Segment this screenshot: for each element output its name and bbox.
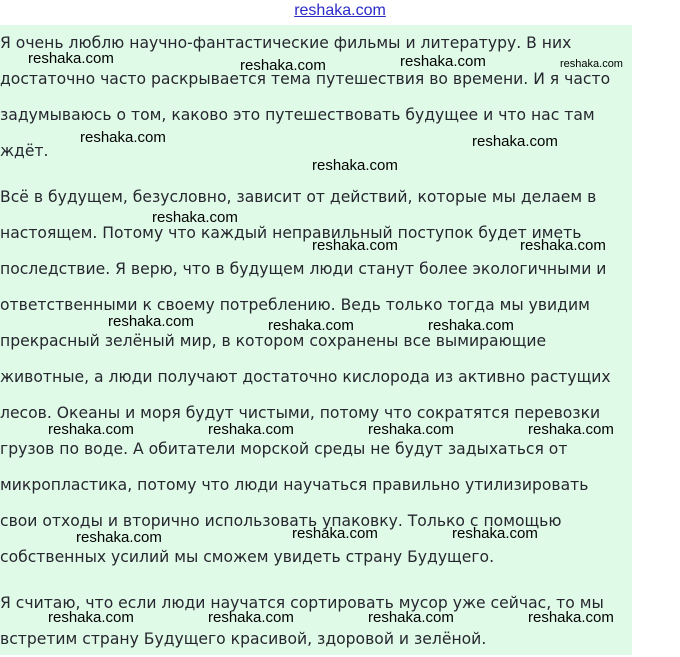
text-line: ответственными к своему потреблению. Ведь только тогда мы увидим bbox=[0, 296, 590, 314]
text-line: ждёт. bbox=[0, 142, 49, 160]
watermark: reshaka.com bbox=[312, 237, 398, 254]
text-line: Я очень люблю научно-фантастические фильмы и литературу. В них bbox=[0, 34, 572, 52]
watermark: reshaka.com bbox=[528, 421, 614, 438]
text-line: животные, а люди получают достаточно кислорода из активно растущих bbox=[0, 368, 611, 386]
text-line: собственных усилий мы сможем увидеть страну Будущего. bbox=[0, 548, 495, 566]
text-line: задумываюсь о том, каково это путешествовать будущее и что нас там bbox=[0, 106, 595, 124]
watermark: reshaka.com bbox=[208, 421, 294, 438]
watermark: reshaka.com bbox=[528, 609, 614, 626]
watermark: reshaka.com bbox=[520, 237, 606, 254]
watermark: reshaka.com bbox=[268, 317, 354, 334]
text-line: Всё в будущем, безусловно, зависит от действий, которые мы делаем в bbox=[0, 188, 597, 206]
watermark: reshaka.com bbox=[240, 57, 326, 74]
site-link[interactable]: reshaka.com bbox=[294, 2, 386, 19]
watermark: reshaka.com bbox=[400, 53, 486, 70]
watermark: reshaka.com bbox=[152, 209, 238, 226]
site-header bbox=[0, 0, 680, 26]
text-line: свои отходы и вторично использовать упаковку. Только с помощью bbox=[0, 512, 562, 530]
watermark: reshaka.com bbox=[368, 421, 454, 438]
essay-page bbox=[0, 25, 632, 655]
watermark: reshaka.com bbox=[428, 317, 514, 334]
watermark: reshaka.com bbox=[560, 58, 623, 70]
watermark: reshaka.com bbox=[472, 133, 558, 150]
watermark: reshaka.com bbox=[48, 609, 134, 626]
text-line: встретим страну Будущего красивой, здоровой и зелёной. bbox=[0, 630, 487, 648]
watermark: reshaka.com bbox=[368, 609, 454, 626]
watermark: reshaka.com bbox=[48, 421, 134, 438]
text-line: Я считаю, что если люди научатся сортировать мусор уже сейчас, то мы bbox=[0, 594, 604, 612]
watermark: reshaka.com bbox=[108, 313, 194, 330]
watermark: reshaka.com bbox=[292, 525, 378, 542]
watermark: reshaka.com bbox=[76, 529, 162, 546]
text-line: лесов. Океаны и моря будут чистыми, потому что сократятся перевозки bbox=[0, 404, 601, 422]
watermark: reshaka.com bbox=[312, 157, 398, 174]
text-line: прекрасный зелёный мир, в котором сохранены все вымирающие bbox=[0, 332, 547, 350]
text-line: последствие. Я верю, что в будущем люди станут более экологичными и bbox=[0, 260, 607, 278]
text-line: грузов по воде. А обитатели морской среды не будут задыхаться от bbox=[0, 440, 568, 458]
watermark: reshaka.com bbox=[80, 129, 166, 146]
text-line: микропластика, потому что люди научаться правильно утилизировать bbox=[0, 476, 589, 494]
watermark: reshaka.com bbox=[28, 50, 114, 67]
watermark: reshaka.com bbox=[452, 525, 538, 542]
text-line: достаточно часто раскрывается тема путешествия во времени. И я часто bbox=[0, 70, 611, 88]
text-line: настоящем. Потому что каждый неправильный поступок будет иметь bbox=[0, 224, 582, 242]
watermark: reshaka.com bbox=[208, 609, 294, 626]
